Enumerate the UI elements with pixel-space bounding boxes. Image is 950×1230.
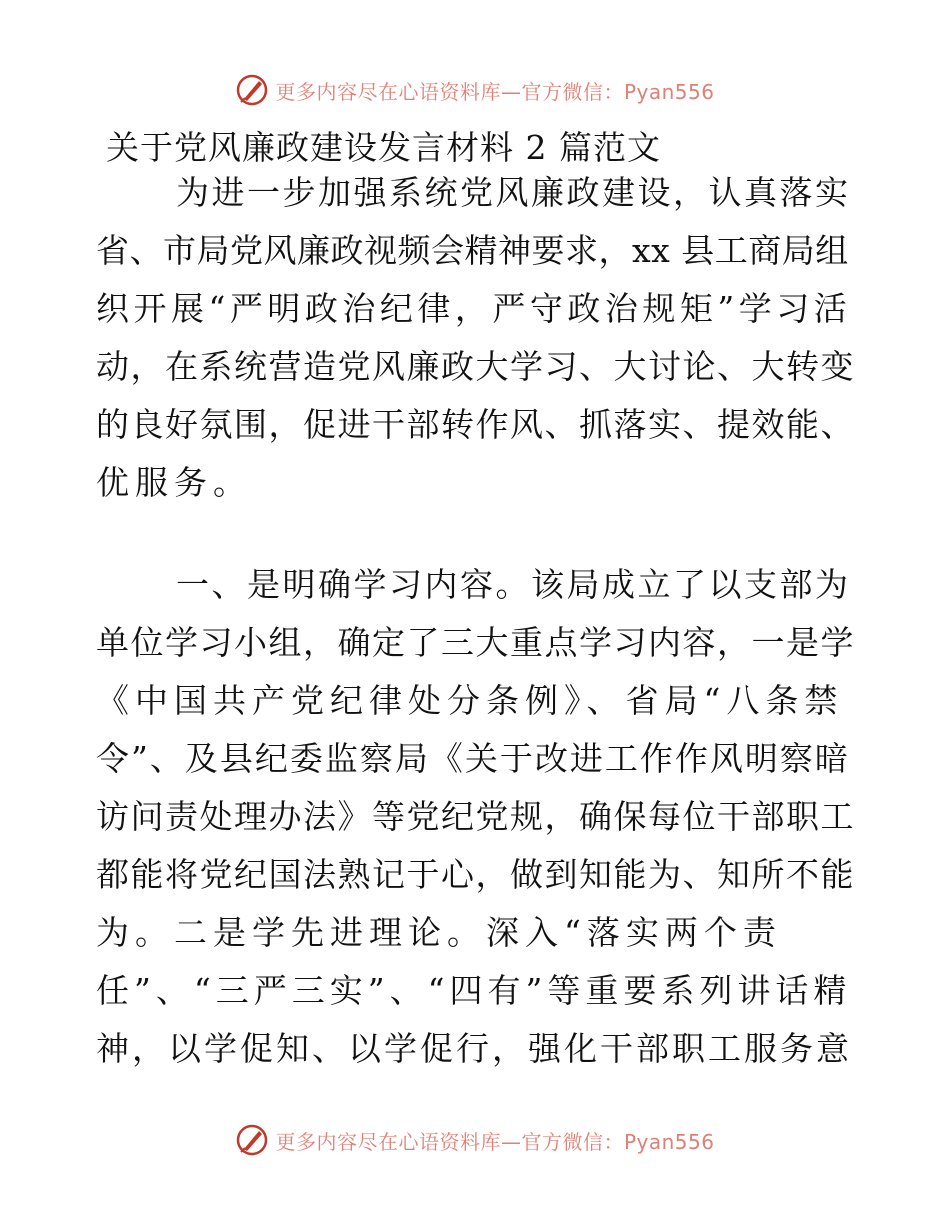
paragraph-line: 令”、及县纪委监察局《关于改进工作作风明察暗 bbox=[96, 739, 850, 778]
document-title: 关于党风廉政建设发言材料 2 篇范文 bbox=[106, 128, 661, 167]
paragraph-line: 为进一步加强系统党风廉政建设，认真落实 bbox=[176, 173, 851, 212]
paragraph-line: 都能将党纪国法熟记于心，做到知能为、知所不能 bbox=[96, 855, 855, 894]
paragraph-line: 任”、“三严三实”、“四有”等重要系列讲话精 bbox=[96, 971, 852, 1010]
paragraph-line: 单位学习小组，确定了三大重点学习内容，一是学 bbox=[96, 623, 855, 662]
watermark-text: 更多内容尽在心语资料库—官方微信：Pyan556 bbox=[275, 79, 715, 104]
paragraph-1 bbox=[96, 164, 856, 512]
paragraph-line: 《中国共产党纪律处分条例》、省局“八条禁 bbox=[96, 681, 844, 720]
watermark-banner-top bbox=[0, 70, 950, 110]
quill-logo-icon bbox=[235, 73, 269, 107]
paragraph-line: 为。二是学先进理论。深入“落实两个责 bbox=[96, 913, 782, 952]
paragraph-line: 神，以学促知、以学促行，强化干部职工服务意 bbox=[96, 1029, 852, 1068]
paragraph-2 bbox=[96, 556, 856, 1078]
paragraph-line: 访问责处理办法》等党纪党规，确保每位干部职工 bbox=[96, 797, 855, 836]
paragraph-line: 的良好氛围，促进干部转作风、抓落实、提效能、 bbox=[96, 405, 855, 444]
paragraph-line: 一、是明确学习内容。该局成立了以支部为 bbox=[176, 565, 851, 604]
watermark-banner-bottom bbox=[0, 1120, 950, 1160]
paragraph-line: 优服务。 bbox=[96, 463, 252, 502]
quill-logo-icon bbox=[235, 1123, 269, 1157]
watermark-text: 更多内容尽在心语资料库—官方微信：Pyan556 bbox=[275, 1129, 715, 1154]
paragraph-line: 织开展“严明政治纪律，严守政治规矩”学习活 bbox=[96, 289, 852, 328]
paragraph-line: 省、市局党风廉政视频会精神要求，xx 县工商局组 bbox=[96, 231, 849, 270]
paragraph-line: 动，在系统营造党风廉政大学习、大讨论、大转变 bbox=[96, 347, 855, 386]
